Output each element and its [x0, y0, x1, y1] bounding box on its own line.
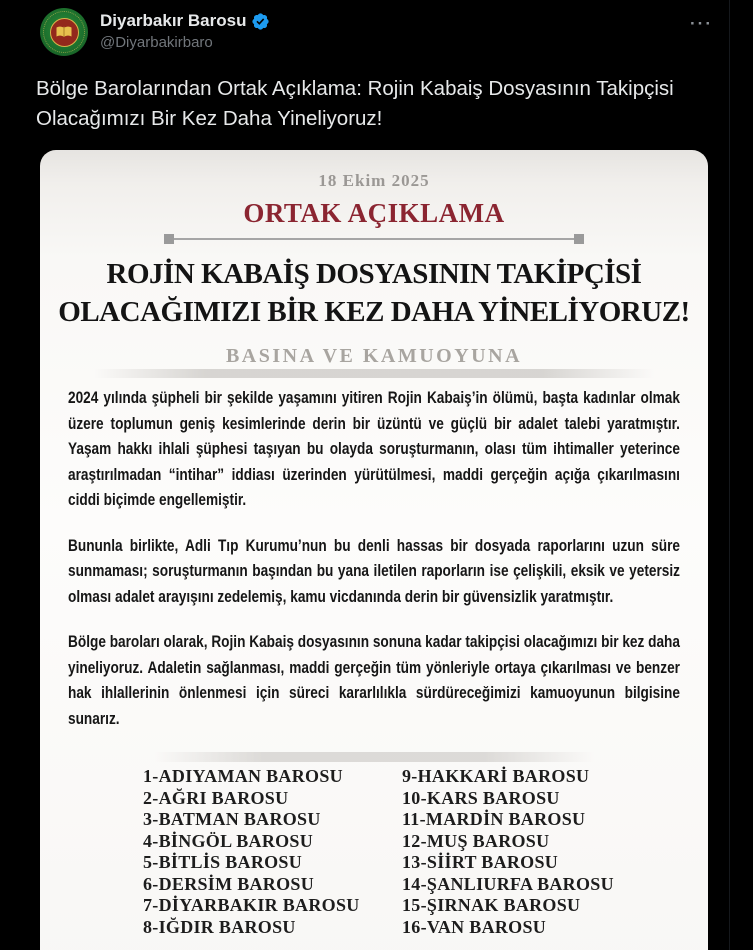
statement-header: ORTAK AÇIKLAMA — [243, 198, 505, 228]
signatory-item: 8-IĞDIR BAROSU — [143, 916, 296, 937]
divider-end-square — [164, 234, 174, 244]
statement-paragraph-2: Bununla birlikte, Adli Tıp Kurumu’nun bu denli hassas bir dosyada raporlarını uzun süre sunmaması; soruşturmanın başından bu yana iletilen raporların ise çelişkili, eksik ve yetersiz olması adalet arayışını zedelemiş, kamu vicdanında derin bir güvensizlik yaratmıştır. — [68, 536, 680, 606]
tweet-image-attachment[interactable] — [40, 150, 708, 950]
signatory-item: 9-HAKKARİ BAROSU — [402, 766, 590, 786]
signatory-item: 4-BİNGÖL BAROSU — [143, 830, 314, 851]
author-block — [100, 11, 270, 51]
tweet-text: Bölge Barolarından Ortak Açıklama: Rojin Kabaiş Dosyasının Takipçisi Olacağımızı Bir Kez Daha Yineliyoruz! — [36, 77, 674, 130]
author-name[interactable]: Diyarbakır Barosu — [100, 11, 247, 30]
signatory-item: 11-MARDİN BAROSU — [402, 809, 586, 829]
column-border — [729, 0, 730, 950]
signatories-column-right — [402, 766, 702, 938]
avatar[interactable] — [40, 8, 88, 56]
statement-paragraph-1: 2024 yılında şüpheli bir şekilde yaşamını yitiren Rojin Kabaiş’in ölümü, başta kadınlar olmak üzere toplumun geniş kesimlerinde derin bir üzüntü ve güçlü bir adalet talebi yaratmıştır. Yaşam hakkı ihlali şüphesi taşıyan bu olayda soruşturmanın, olası tüm ihtimaller yeterince araştırılmadan “intihar” iddiası üzerinden yürütülmesi, maddi gerçeğin açığa çıkarılmasını ciddi biçimde engellemiştir. — [68, 389, 680, 509]
signatory-item: 2-AĞRI BAROSU — [143, 787, 289, 808]
signatory-item: 16-VAN BAROSU — [402, 916, 547, 937]
header-divider — [169, 238, 579, 240]
divider-end-square — [574, 234, 584, 244]
author-handle[interactable]: @Diyarbakirbaro — [100, 34, 213, 51]
statement-title — [40, 255, 708, 331]
statement-date: 18 Ekim 2025 — [318, 171, 430, 190]
signatory-item: 13-SİİRT BAROSU — [402, 852, 559, 872]
signatory-item: 10-KARS BAROSU — [402, 787, 560, 808]
signatory-item: 7-DİYARBAKIR BAROSU — [143, 895, 360, 915]
statement-title-line2: OLACAĞIMIZI BİR KEZ DAHA YİNELİYORUZ! — [58, 296, 690, 328]
signatory-item: 6-DERSİM BAROSU — [143, 873, 315, 894]
statement-subtitle: BASINA VE KAMUOYUNA — [225, 345, 523, 367]
statement-paragraph-3: Bölge baroları olarak, Rojin Kabaiş dosyasının sonuna kadar takipçisi olacağımızı bir kez daha yineliyoruz. Adaletin sağlanması, maddi gerçeğin tüm yönleriyle ortaya çıkarılması ve benzer hak ihlallerinin önlenmesi için süreci kararlılıkla sürdüreceğimizi kamuoyunun bilgisine sunarız. — [68, 633, 680, 728]
statement-body — [68, 386, 680, 732]
signatory-item: 5-BİTLİS BAROSU — [143, 852, 303, 872]
decorative-band — [94, 369, 654, 378]
signatory-item: 1-ADIYAMAN BAROSU — [143, 766, 343, 786]
signatory-item: 12-MUŞ BAROSU — [402, 830, 550, 851]
more-options-button[interactable]: ··· — [690, 14, 713, 33]
signatories-column-left — [143, 766, 402, 938]
verified-badge-icon — [251, 12, 270, 31]
signatory-item: 3-BATMAN BAROSU — [143, 809, 321, 829]
statement-document — [40, 150, 708, 950]
signatory-item: 15-ŞIRNAK BAROSU — [402, 895, 581, 915]
statement-title-line1: ROJİN KABAİŞ DOSYASININ TAKİPÇİSİ — [106, 258, 642, 290]
decorative-band — [154, 752, 594, 762]
signatories-list — [40, 766, 708, 938]
signatory-item: 14-ŞANLIURFA BAROSU — [402, 873, 614, 894]
bar-association-logo-ring — [43, 11, 85, 53]
